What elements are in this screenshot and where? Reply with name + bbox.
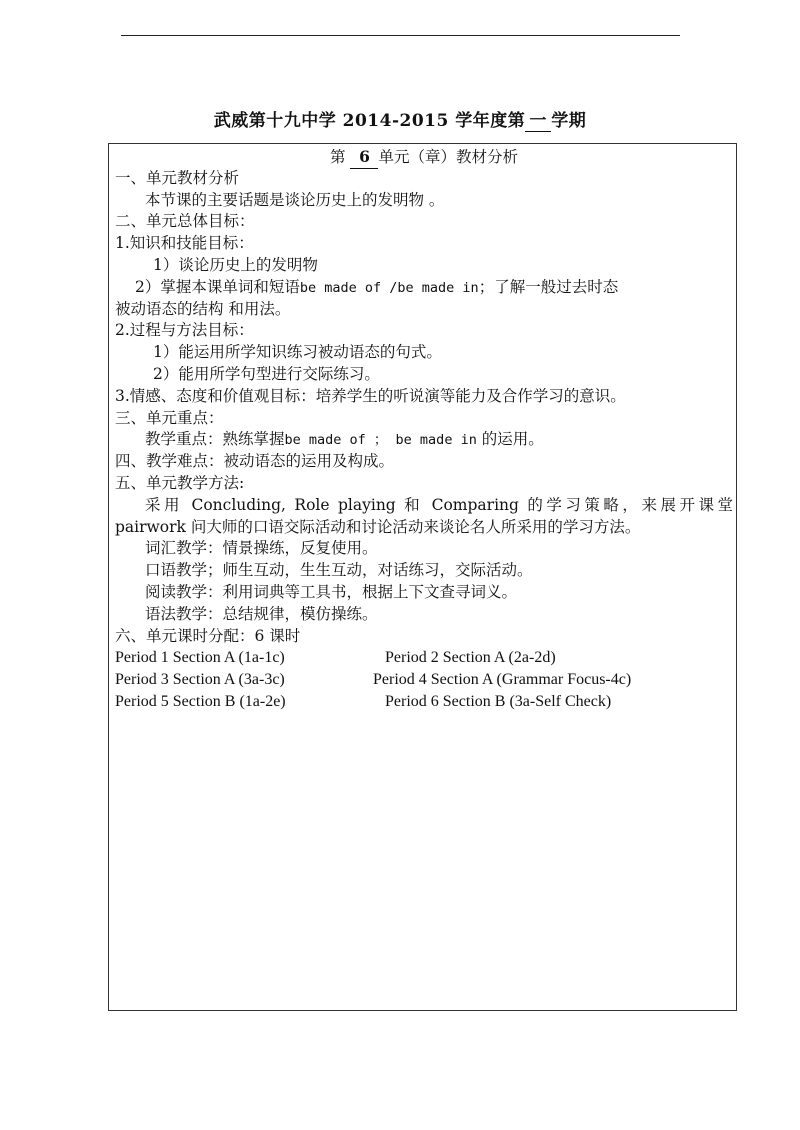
goal-knowledge-heading: 1.知识和技能目标： — [115, 234, 254, 253]
period-left: Period 5 Section B (1a-2e) — [115, 692, 286, 710]
goal-attitude: 3.情感、态度和价值观目标：培养学生的听说演等能力及合作学习的意识。 — [115, 386, 626, 405]
unit-number: 6 — [350, 146, 378, 169]
goal-process-item-2: 2）能用所学句型进行交际练习。 — [153, 364, 380, 383]
title-prefix: 武威第十九中学 2014-2015 学年度第 — [213, 111, 526, 131]
section-1-text: 本节课的主要话题是谈论历史上的发明物 。 — [145, 190, 445, 209]
period-left: Period 3 Section A (3a-3c) — [115, 671, 285, 689]
content-area — [115, 146, 733, 713]
method-reading: 阅读教学：利用词典等工具书，根据上下文查寻词义。 — [145, 582, 518, 601]
unit-header-suffix: 单元（章）教材分析 — [378, 148, 518, 166]
key-point-phrase: be made of ； be made in — [284, 432, 477, 449]
method-oral: 口语教学；师生互动，生生互动，对话练习，交际活动。 — [145, 561, 533, 580]
period-row — [115, 647, 733, 669]
goal-process-item-1: 1）能运用所学知识练习被动语态的句式。 — [153, 343, 442, 362]
section-2-heading: 二、单元总体目标： — [115, 212, 255, 231]
period-row — [115, 691, 733, 713]
key-point-post: 的运用。 — [476, 430, 544, 449]
unit-header-prefix: 第 — [330, 148, 346, 166]
method-line-1: 采用 Concluding, Role playing 和 Comparing 的学习策略，来展开课堂 — [145, 495, 733, 514]
section-4-difficulty: 四、教学难点：被动语态的运用及构成。 — [115, 452, 395, 471]
top-rule — [121, 35, 680, 36]
title-suffix: 学期 — [551, 111, 587, 131]
goal-knowledge-item-1: 1）谈论历史上的发明物 — [153, 255, 318, 274]
goal-knowledge-item-2 — [115, 277, 733, 299]
period-row — [115, 669, 733, 691]
method-vocab: 词汇教学：情景操练，反复使用。 — [145, 539, 378, 558]
method-grammar: 语法教学：总结规律，模仿操练。 — [145, 604, 378, 623]
section-3-heading: 三、单元重点： — [115, 408, 224, 427]
key-point — [115, 429, 733, 451]
document-title — [0, 106, 800, 132]
section-1-heading: 一、单元教材分析 — [115, 168, 240, 187]
goal-knowledge-item-2-pre: 2）掌握本课单词和短语 — [135, 277, 300, 296]
phrase-be-made: be made of /be made in — [299, 279, 479, 296]
unit-header — [115, 146, 733, 168]
semester-number: 一 — [525, 106, 551, 132]
period-right: Period 6 Section B (3a-Self Check) — [385, 692, 612, 710]
goal-knowledge-item-2-post: ；了解一般过去时态 — [478, 277, 619, 296]
method-line-2: pairwork 问大师的口语交际活动和讨论活动来谈论名人所采用的学习方法。 — [115, 517, 641, 536]
section-5-heading: 五、单元教学方法: — [115, 473, 245, 492]
key-point-pre: 教学重点：熟练掌握 — [145, 430, 285, 449]
goal-process-heading: 2.过程与方法目标： — [115, 321, 254, 340]
period-left: Period 1 Section A (1a-1c) — [115, 649, 285, 667]
goal-knowledge-item-2-cont: 被动语态的结构 和用法。 — [115, 299, 291, 318]
period-right: Period 4 Section A (Grammar Focus-4c) — [373, 671, 632, 689]
period-right: Period 2 Section A (2a-2d) — [385, 649, 556, 667]
section-6-heading: 六、单元课时分配：6 课时 — [115, 626, 301, 645]
